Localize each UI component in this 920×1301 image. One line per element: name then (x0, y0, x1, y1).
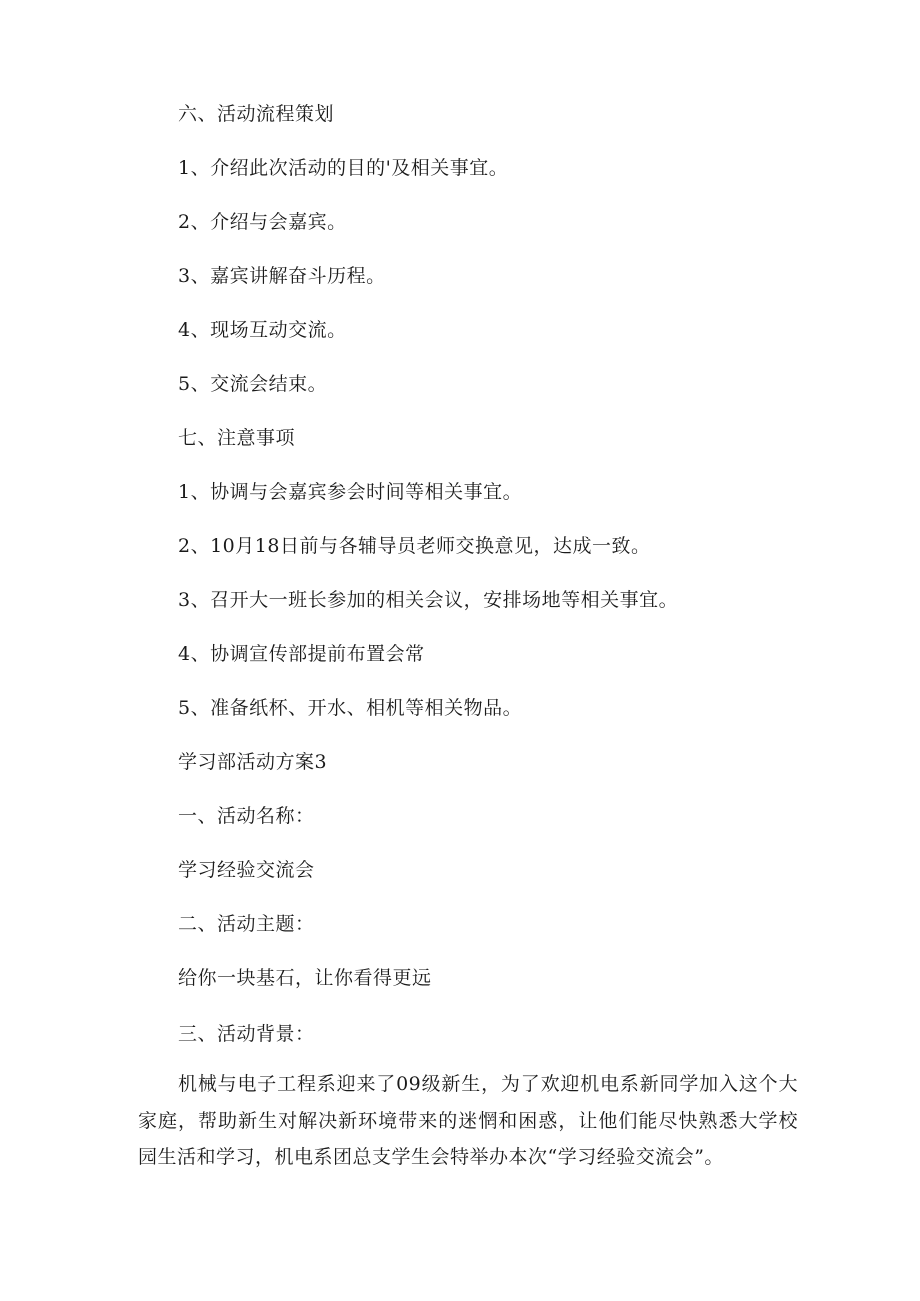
list-item: 3、嘉宾讲解奋斗历程。 (178, 265, 386, 287)
list-item: 5、交流会结束。 (178, 373, 328, 395)
section-heading-3: 三、活动背景： (178, 1023, 315, 1045)
section-heading-7: 七、注意事项 (178, 427, 296, 449)
section-heading-1: 一、活动名称： (178, 805, 315, 827)
list-item: 1、协调与会嘉宾参会时间等相关事宜。 (178, 481, 523, 503)
section-heading-6: 六、活动流程策划 (178, 103, 335, 125)
list-item: 5、准备纸杯、开水、相机等相关物品。 (178, 697, 523, 719)
list-item: 1、介绍此次活动的目的'及相关事宜。 (178, 157, 509, 179)
list-item: 3、召开大一班长参加的相关会议，安排场地等相关事宜。 (178, 589, 679, 611)
section-heading-2: 二、活动主题： (178, 913, 315, 935)
plan-title: 学习部活动方案3 (178, 751, 328, 773)
list-item: 4、协调宣传部提前布置会常 (178, 643, 425, 665)
list-item: 2、10月18日前与各辅导员老师交换意见，达成一致。 (178, 535, 651, 557)
activity-name: 学习经验交流会 (178, 859, 315, 881)
background-paragraph: 机械与电子工程系迎来了09级新生，为了欢迎机电系新同学加入这个大家庭，帮助新生对解决新环境带来的迷惘和困惑，让他们能尽快熟悉大学校园生活和学习，机电系团总支学生会特举办本次“学习经验交流会”。 (138, 1073, 798, 1168)
list-item: 2、介绍与会嘉宾。 (178, 211, 347, 233)
activity-theme: 给你一块基石，让你看得更远 (178, 967, 432, 989)
list-item: 4、现场互动交流。 (178, 319, 347, 341)
